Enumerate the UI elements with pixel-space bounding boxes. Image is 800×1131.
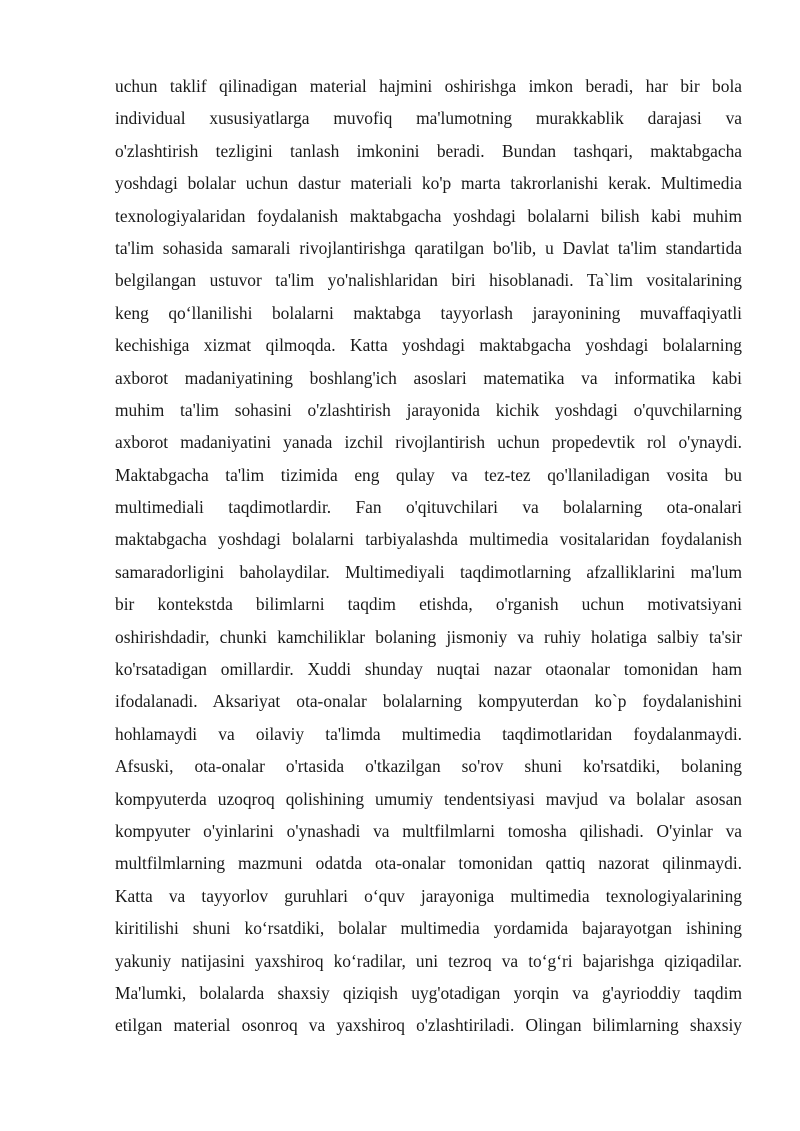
text-line: axborot madaniyatining boshlang'ich asoslari matematika va informatika kabi [115,367,742,388]
text-line: Katta va tayyorlov guruhlari o‘quv jarayoniga multimedia texnologiyalarining [115,885,742,906]
text-line: ifodalanadi. Aksariyat ota-onalar bolalarning kompyuterdan ko`p foydalanishini [115,691,742,712]
text-line: muhim ta'lim sohasini o'zlashtirish jarayonida kichik yoshdagi o'quvchilarning [115,399,742,420]
text-line: multfilmlarning mazmuni odatda ota-onalar tomonidan qattiq nazorat qilinmaydi. [115,853,742,874]
text-line: kechishiga xizmat qilmoqda. Katta yoshdagi maktabgacha yoshdagi bolalarning [115,335,742,356]
text-line: kompyuter o'yinlarini o'ynashadi va multfilmlarni tomosha qilishadi. O'yinlar va [115,820,742,841]
text-line: individual xususiyatlarga muvofiq ma'lumotning murakkablik darajasi va [115,108,742,129]
text-line: texnologiyalaridan foydalanish maktabgacha yoshdagi bolalarni bilish kabi muhim [115,205,742,226]
text-line: Afsuski, ota-onalar o'rtasida o'tkazilgan so'rov shuni ko'rsatdiki, bolaning [115,756,742,777]
text-line: hohlamaydi va oilaviy ta'limda multimedia taqdimotlaridan foydalanmaydi. [115,723,742,744]
text-line: bir kontekstda bilimlarni taqdim etishda, o'rganish uchun motivatsiyani [115,594,742,615]
text-line: kompyuterda uzoqroq qolishining umumiy tendentsiyasi mavjud va bolalar asosan [115,788,742,809]
text-line: samaradorligini baholaydilar. Multimediyali taqdimotlarning afzalliklarini ma'lum [115,561,742,582]
text-line: axborot madaniyatini yanada izchil rivojlantirish uchun propedevtik rol o'ynaydi. [115,432,742,453]
text-line: maktabgacha yoshdagi bolalarni tarbiyalashda multimedia vositalaridan foydalanish [115,529,742,550]
text-line: o'zlashtirish tezligini tanlash imkonini beradi. Bundan tashqari, maktabgacha [115,140,742,161]
text-line: Maktabgacha ta'lim tizimida eng qulay va tez-tez qo'llaniladigan vosita bu [115,464,742,485]
text-line: etilgan material osonroq va yaxshiroq o'zlashtiriladi. Olingan bilimlarning shaxsiy [115,1015,742,1036]
text-line: oshirishdadir, chunki kamchiliklar bolaning jismoniy va ruhiy holatiga salbiy ta'sir [115,626,742,647]
text-line: yoshdagi bolalar uchun dastur materiali ko'p marta takrorlanishi kerak. Multimedia [115,173,742,194]
text-line: ko'rsatadigan omillardir. Xuddi shunday nuqtai nazar otaonalar tomonidan ham [115,659,742,680]
body-paragraph [115,70,742,1042]
text-line: Ma'lumki, bolalarda shaxsiy qiziqish uyg'otadigan yorqin va g'ayrioddiy taqdim [115,982,742,1003]
text-line: keng qo‘llanilishi bolalarni maktabga tayyorlash jarayonining muvaffaqiyatli [115,302,742,323]
text-line: ta'lim sohasida samarali rivojlantirishga qaratilgan bo'lib, u Davlat ta'lim standartida [115,237,742,258]
text-line: uchun taklif qilinadigan material hajmini oshirishga imkon beradi, har bir bola [115,76,742,96]
text-line: kiritilishi shuni ko‘rsatdiki, bolalar multimedia yordamida bajarayotgan ishining [115,918,742,939]
text-line: multimediali taqdimotlardir. Fan o'qituvchilari va bolalarning ota-onalari [115,497,742,518]
text-line: belgilangan ustuvor ta'lim yo'nalishlaridan biri hisoblanadi. Ta`lim vositalarining [115,270,742,291]
text-line: yakuniy natijasini yaxshiroq ko‘radilar, uni tezroq va to‘g‘ri bajarishga qiziqadilar. [115,950,742,971]
